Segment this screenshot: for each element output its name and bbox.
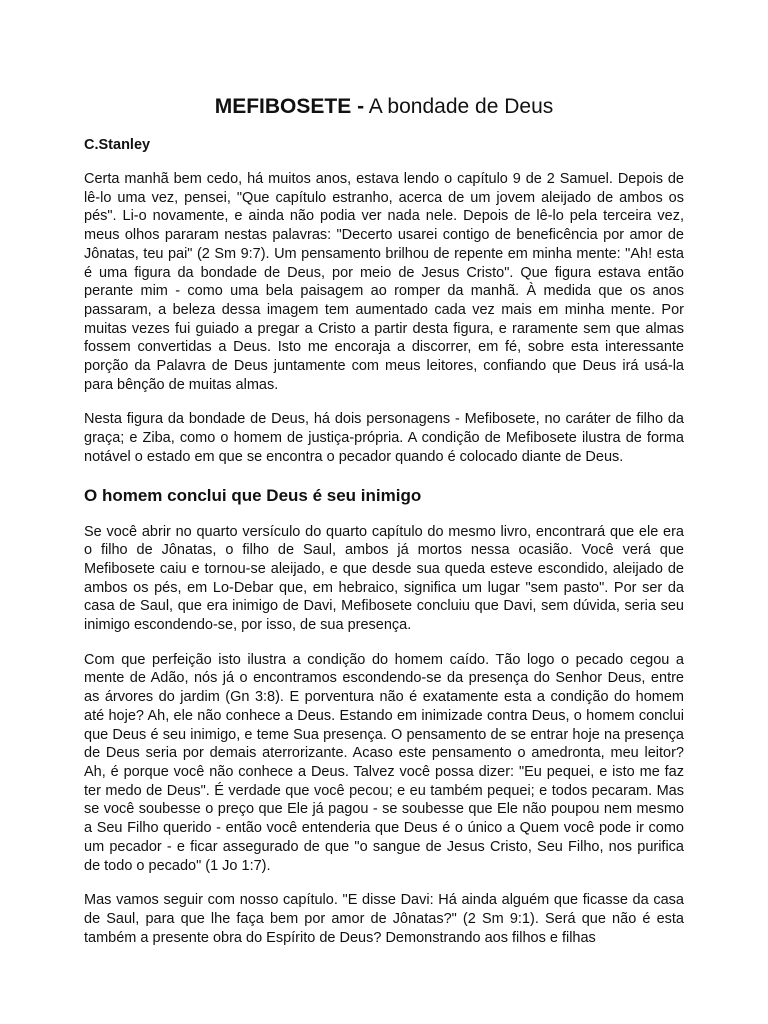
author-name: C.Stanley bbox=[84, 137, 151, 153]
paragraph-intro: Certa manhã bem cedo, há muitos anos, estava lendo o capítulo 9 de 2 Samuel. Depois de lê-lo uma vez, pensei, "Que capítulo estranho, acerca de um jovem aleijado de ambos os pés". Li-o novamente, e ainda não podia ver nada nele. Depois de lê-lo pela terceira vez, meus olhos pararam nestas palavras: "Decerto usarei contigo de beneficência por amor de Jônatas, teu pai" (2 Sm 9:7). Um pensamento brilhou de repente em minha mente: "Ah! esta é uma figura da bondade de Deus, por meio de Jesus Cristo". Que figura estava então perante mim - como uma bela paisagem ao romper da manhã. À medida que os anos passaram, a beleza dessa imagem tem aumentado cada vez mais em minha mente. Por muitas vezes fui guiado a pregar a Cristo a partir desta figura, e raramente sem que almas fossem convertidas a Deus. Isto me encoraja a discorrer, em fé, sobre esta interessante porção da Palavra de Deus juntamente com meus leitores, confiando que Deus irá usá-la para bênção de muitas almas. bbox=[84, 171, 684, 393]
paragraph-mefibosete-hiding: Se você abrir no quarto versículo do quarto capítulo do mesmo livro, encontrará que ele era o filho de Jônatas, o filho de Saul, ambos já mortos nessa ocasião. Você verá que Mefibosete caiu e tornou-se aleijado, e que desde sua queda esteve escondido, aleijado de ambos os pés, em Lo-Debar que, em hebraico, significa um lugar "sem pasto". Por ser da casa de Saul, que era inimigo de Davi, Mefibosete concluiu que Davi, sem dúvida, seria seu inimigo escondendo-se, por isso, de sua presença. bbox=[84, 523, 684, 634]
paragraph-continuation: Mas vamos seguir com nosso capítulo. "E disse Davi: Há ainda alguém que ficasse da casa de Saul, para que lhe faça bem por amor de Jônatas?" (2 Sm 9:1). Será que não é esta também a presente obra do Espírito de Deus? Demonstrando aos filhos e filhas bbox=[84, 892, 684, 946]
title-bold: MEFIBOSETE - bbox=[214, 95, 365, 118]
paragraph-fallen-man: Com que perfeição isto ilustra a condição do homem caído. Tão logo o pecado cegou a mente de Adão, nós já o encontramos escondendo-se da presença do Senhor Deus, entre as árvores do jardim (Gn 3:8). E porventura não é exatamente esta a condição do homem até hoje? Ah, ele não conhece a Deus. Estando em inimizade contra Deus, o homem conclui que Deus é seu inimigo, e teme Sua presença. O pensamento de se entrar hoje na presença de Deus seria por demais aterrorizante. Acaso este pensamento o amedronta, meu leitor? Ah, é porque você não conhece a Deus. Talvez você possa dizer: "Eu pequei, e isto me faz ter medo de Deus". É verdade que você pecou; e eu também pequei; e todos pecaram. Mas se você soubesse o preço que Ele já pagou - se soubesse que Ele não poupou nem mesmo a Seu Filho querido - então você entenderia que Deus é o único a Quem você pode ir como um pecador - e ficar assegurado de que "o sangue de Jesus Cristo, Seu Filho, nos purifica de todo o pecado" (1 Jo 1:7). bbox=[84, 651, 684, 874]
title-rest: A bondade de Deus bbox=[364, 95, 554, 118]
section-heading: O homem conclui que Deus é seu inimigo bbox=[84, 485, 422, 505]
paragraph-characters: Nesta figura da bondade de Deus, há dois personagens - Mefibosete, no caráter de filho da graça; e Ziba, como o homem de justiça-própria. A condição de Mefibosete ilustra de forma notável o estado em que se encontra o pecador quando é colocado diante de Deus. bbox=[84, 411, 684, 465]
document-title bbox=[84, 94, 684, 120]
